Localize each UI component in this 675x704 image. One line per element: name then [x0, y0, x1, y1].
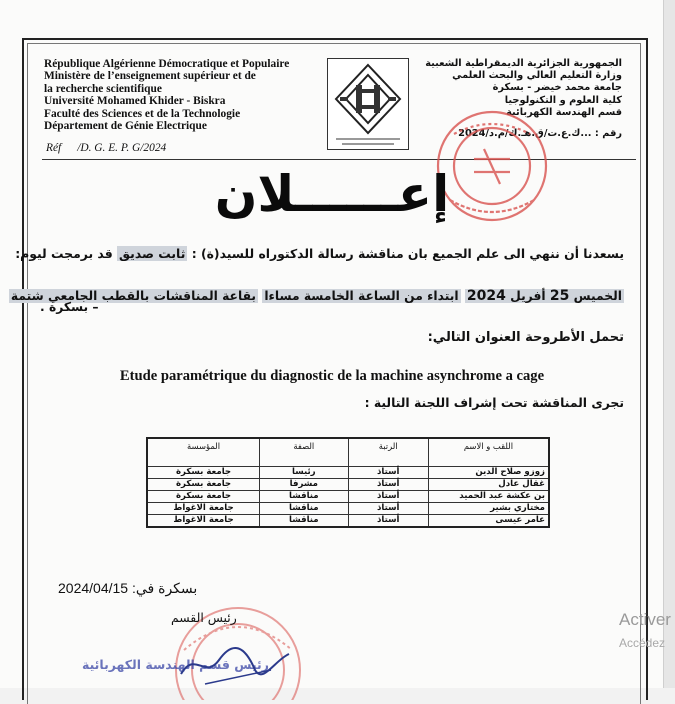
member-rank: أستاذ [348, 467, 428, 479]
header-ar-line: الجمهورية الجزائرية الديمقراطية الشعبية [425, 58, 622, 69]
member-rank: أستاذ [348, 515, 428, 528]
col-header-name: اللقب و الاسم [428, 438, 549, 467]
member-institution: جامعة بسكرة [147, 479, 260, 491]
member-name: غقال عادل [428, 479, 549, 491]
reference-french [46, 142, 166, 154]
year: 2024 [466, 288, 506, 304]
defense-city: – بسكرة . [40, 300, 99, 314]
signature-icon [175, 640, 295, 688]
day-number: 25 [549, 288, 570, 304]
defense-venue: بقاعة المناقشات بالقطب الجامعي شتمة [10, 289, 257, 303]
signatory-title: رئيس القسم [171, 610, 237, 625]
member-role: رئيسا [260, 467, 348, 479]
table-row [147, 491, 549, 503]
defense-time: ابتداء من الساعة الخامسة مساءا [264, 289, 459, 303]
member-name: زوزو صلاح الدين [428, 467, 549, 479]
candidate-name: ثابت صديق [119, 246, 186, 261]
col-header-rank: الرتبة [348, 438, 428, 467]
issue-date: بسكرة في: 2024/04/15 [58, 580, 198, 596]
seal-caption: رئيس قسم الهندسة الكهربائية [82, 657, 269, 672]
header-ar-line: قسم الهندسة الكهربائية [506, 106, 622, 118]
table-row [147, 467, 549, 479]
member-institution: جامعة الاغواط [147, 503, 260, 515]
header-french [44, 58, 304, 132]
member-name: بن عكشة عبد الحميد [428, 491, 549, 503]
defense-date-line [9, 288, 624, 304]
header-fr-line: République Algérienne Démocratique et Populaire [44, 58, 290, 70]
month-name: أفريل [510, 289, 546, 303]
activation-watermark-sub: Accédez [619, 636, 666, 650]
header-ar-line: كلية العلوم و التكنولوجيا [504, 94, 622, 106]
member-rank: أستاذ [348, 491, 428, 503]
member-institution: جامعة الاغواط [147, 515, 260, 528]
member-role: مناقشا [260, 503, 348, 515]
member-role: مشرفا [260, 479, 348, 491]
scrollbar[interactable] [663, 0, 675, 688]
activation-watermark: Activer [619, 610, 671, 629]
table-row [147, 515, 549, 528]
header-fr-line: Université Mohamed Khider - Biskra [44, 95, 226, 108]
col-header-role: الصفة [260, 438, 348, 467]
announcement-intro [15, 246, 624, 261]
table-row [147, 503, 549, 515]
ref-label: Réf [46, 142, 62, 154]
jury-table [146, 437, 550, 528]
announcement-title: إعــــــلان [214, 165, 450, 223]
header-fr-line: Département de Génie Electrique [44, 120, 207, 133]
table-row [147, 479, 549, 491]
defense-date [465, 289, 624, 303]
ref-value: /D. G. E. P. G/2024 [77, 142, 167, 154]
member-rank: أستاذ [348, 479, 428, 491]
member-role: مناقشا [260, 515, 348, 528]
member-name: عامر عيسى [428, 515, 549, 528]
reference-arabic: رقم : ...ك.ع.ت/ق.هـ.ك/م.د/2024 [458, 128, 622, 139]
thesis-title: Etude paramétrique du diagnostic de la machine asynchrome a cage [119, 368, 545, 384]
intro-text: يسعدنا أن ننهي الى علم الجميع بان مناقشة رسالة الدكتوراه للسيد(ة) : [191, 246, 624, 261]
header-ar-line: وزارة التعليم العالي والبحث العلمي [452, 70, 622, 82]
col-header-institution: المؤسسة [147, 438, 260, 467]
member-institution: جامعة بسكرة [147, 467, 260, 479]
table-header-row [147, 438, 549, 467]
member-institution: جامعة بسكرة [147, 491, 260, 503]
header-fr-line: la recherche scientifique [44, 82, 162, 95]
header-fr-line: Ministère de l’enseignement supérieur et de [44, 70, 256, 83]
day-name: الخميس [573, 289, 622, 303]
jury-intro: تجرى المناقشة تحت إشراف اللجنة التالية : [364, 395, 624, 410]
member-name: مختاري بشير [428, 503, 549, 515]
thesis-intro: تحمل الأطروحة العنوان التالي: [427, 330, 624, 345]
member-rank: أستاذ [348, 503, 428, 515]
member-role: مناقشا [260, 491, 348, 503]
intro-suffix: قد برمجت ليوم: [15, 246, 113, 261]
header-fr-line: Faculté des Sciences et de la Technologie [44, 107, 241, 120]
header-ar-line: جامعة محمد خيضر - بسكرة [492, 82, 622, 94]
